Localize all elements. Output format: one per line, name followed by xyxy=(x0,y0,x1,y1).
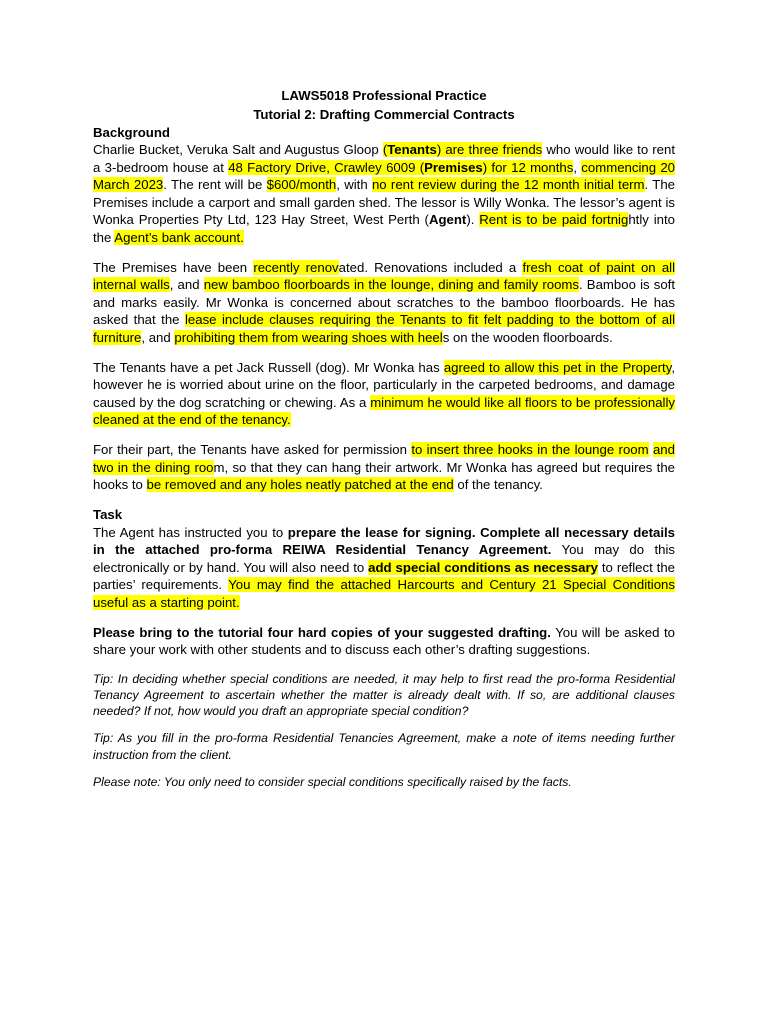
text-run: For their part, the Tenants have asked for permission xyxy=(93,441,412,457)
background-paragraph-3 xyxy=(93,359,675,429)
text-run: , and xyxy=(169,277,204,293)
highlighted-text: prohibiting them from wearing shoes with heel xyxy=(174,329,443,345)
please-note: Please note: You only need to consider special conditions specifically raised by the facts. xyxy=(93,774,572,789)
highlighted-text: $600/month xyxy=(266,177,337,193)
text-run: . The Premises include a carport and small garden shed. The lessor is Willy Wonka. The lessor’s agent is Wonka Properties Pty Ltd, 123 Hay Street, West Perth ( xyxy=(93,177,675,228)
background-paragraph-4 xyxy=(93,441,675,494)
highlighted-text: Tenants xyxy=(387,142,437,157)
text-run: of the tenancy. xyxy=(453,477,543,493)
highlighted-text: agreed to allow this pet in the Property xyxy=(443,359,672,375)
background-paragraph-1 xyxy=(93,141,675,247)
text-run: . Bamboo is soft and marks easily. Mr Wonka is concerned about scratches to the bamboo floorboards. He has asked that the xyxy=(93,277,675,328)
text-run: prepare the lease for signing. Complete all necessary details in the attached pro-forma REIWA Residential Tenancy Agreement. xyxy=(93,524,675,558)
text-run: to reflect the parties’ requirements. xyxy=(93,559,676,593)
text-run: Please bring to the tutorial four hard copies of your suggested drafting. xyxy=(93,624,551,640)
highlighted-text: fresh coat of paint on all internal walls xyxy=(93,259,676,293)
background-paragraph-2 xyxy=(93,259,675,347)
text-run: , xyxy=(573,159,582,175)
text-run: You will be asked to share your work with other students and to discuss each other’s drafting suggestions. xyxy=(93,624,675,658)
highlighted-text: Premises xyxy=(424,159,483,175)
task-paragraph-1 xyxy=(93,524,675,612)
text-run: who would like to rent a 3-bedroom house at xyxy=(93,142,676,175)
text-run: , with xyxy=(336,177,372,193)
text-run: Charlie Bucket, Veruka Salt and Augustus Gloop xyxy=(93,142,383,157)
text-run: , however he is worried about urine on the floor, particularly in the carpeted bedrooms, and damage caused by the dog scratching or chewing. As a xyxy=(93,359,675,410)
highlighted-text: Agent’s bank account. xyxy=(114,229,244,245)
highlighted-text: lease include clauses requiring the Tenants to fit felt padding to the bottom of all furniture xyxy=(93,312,676,345)
highlighted-text: minimum he would like all floors to be professionally cleaned at the end of the tenancy. xyxy=(93,394,676,428)
highlighted-text: recently renov xyxy=(253,259,339,275)
highlighted-text: be removed and any holes neatly patched at the end xyxy=(146,477,454,493)
highlighted-text: You may find the attached Harcourts and Century 21 Special Conditions useful as a starting point. xyxy=(93,577,675,611)
text-run: s on the wooden floorboards. xyxy=(442,329,613,345)
text-run: . The rent will be xyxy=(163,177,267,193)
text-run: The Premises have been xyxy=(93,259,254,275)
text-run: The Tenants have a pet Jack Russell (dog). Mr Wonka has xyxy=(93,359,444,375)
highlighted-text: 48 Factory Drive, Crawley 6009 ( xyxy=(228,159,425,175)
highlighted-text: commencing 20 March 2023 xyxy=(93,159,676,193)
text-run: You may do this electronically or by hand. You will also need to xyxy=(93,542,676,575)
highlighted-text: new bamboo floorboards in the lounge, dining and family rooms xyxy=(203,277,579,293)
highlighted-text: ) for 12 months xyxy=(482,159,574,175)
highlighted-text: add special conditions as necessary xyxy=(368,559,598,575)
highlighted-text: and two in the dining roo xyxy=(93,441,675,475)
highlighted-text: Rent is to be paid fortnig xyxy=(479,212,629,228)
text-run: , and xyxy=(141,329,175,345)
highlighted-text: to insert three hooks in the lounge room xyxy=(411,441,649,457)
highlighted-text: ) are three friends xyxy=(436,142,543,157)
document-title-course: LAWS5018 Professional Practice xyxy=(281,88,487,103)
task-paragraph-2 xyxy=(93,624,675,659)
tip-special-conditions: Tip: In deciding whether special conditions are needed, it may help to first read the pro-forma Residential Tenancy Agreement to ascertain whether the matter is already dealt with. If so, are additional clauses needed? If not, how would you draft an appropriate special condition? xyxy=(93,671,675,719)
document-title-tutorial: Tutorial 2: Drafting Commercial Contracts xyxy=(253,107,515,122)
text-run: m, so that they can hang their artwork. Mr Wonka has agreed but requires the hooks to xyxy=(93,459,676,493)
task-heading: Task xyxy=(93,506,123,522)
text-run: Agent xyxy=(428,212,467,228)
tip-further-instruction: Tip: As you fill in the pro-forma Residential Tenancies Agreement, make a note of items needing further instruction from the client. xyxy=(93,731,675,762)
highlighted-text: no rent review during the 12 month initial term xyxy=(371,177,645,193)
text-run: ated. Renovations included a xyxy=(338,259,523,275)
background-heading: Background xyxy=(93,125,170,140)
text-run: ). xyxy=(466,212,480,228)
text-run: The Agent has instructed you to xyxy=(93,524,288,540)
highlighted-text: ( xyxy=(382,142,388,157)
text-run: htly into the xyxy=(93,212,675,245)
